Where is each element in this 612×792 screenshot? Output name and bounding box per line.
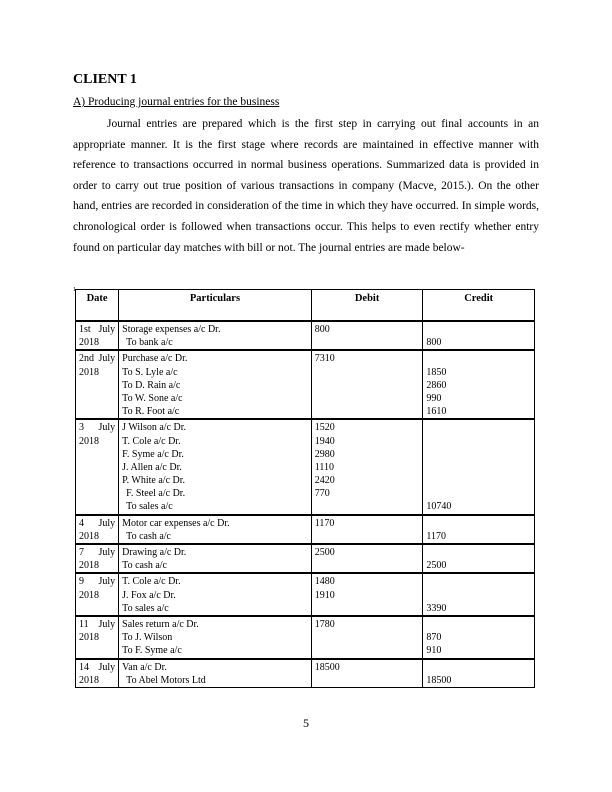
entry-debit-line <box>315 602 420 615</box>
entry-date-text: 4 July 2018 <box>79 517 116 542</box>
entry-particulars-line: To J. Wilson <box>122 632 173 644</box>
entry-date <box>76 515 119 544</box>
entry-debit-line <box>315 405 420 418</box>
entry-debit-line: 1940 <box>314 435 335 447</box>
entry-debit <box>311 321 423 350</box>
entry-particulars-line: To sales a/c <box>122 602 169 614</box>
journal-entry-row <box>76 350 535 419</box>
entry-debit-line <box>315 559 420 572</box>
entry-debit-line: 18500 <box>314 661 340 673</box>
entry-debit-line: 7310 <box>314 353 335 365</box>
journal-entry-row <box>76 616 535 659</box>
entry-credit-line: 800 <box>426 337 442 349</box>
entry-credit <box>423 616 535 659</box>
entry-debit <box>311 350 423 419</box>
entry-credit-line: 10740 <box>426 501 452 513</box>
entry-debit-line <box>315 644 420 657</box>
entry-credit <box>423 515 535 544</box>
entry-particulars-line: To W. Sone a/c <box>122 392 183 404</box>
header-date: Date <box>76 290 119 322</box>
entry-debit-line: 1170 <box>314 517 335 529</box>
entry-credit-line <box>426 352 531 365</box>
journal-entry-row <box>76 515 535 544</box>
entry-credit-line <box>426 461 531 474</box>
entry-debit-line <box>315 366 420 379</box>
entry-debit-line: 1910 <box>314 589 335 601</box>
entry-credit-line <box>426 517 531 530</box>
entry-debit-line: 2420 <box>314 475 335 487</box>
entry-particulars-line: To bank a/c <box>126 337 173 349</box>
entry-debit-line: 1520 <box>314 422 335 434</box>
entry-credit <box>423 350 535 419</box>
journal-entry-row <box>76 544 535 573</box>
entry-debit <box>311 515 423 544</box>
entry-credit-line: 1170 <box>426 530 447 542</box>
entry-particulars <box>119 321 312 350</box>
entry-credit-line <box>426 618 531 631</box>
entry-date <box>76 659 119 688</box>
entry-credit-line: 3390 <box>426 602 447 614</box>
section-heading: CLIENT 1 <box>73 72 137 87</box>
section-subheading: A) Producing journal entries for the business <box>73 96 280 108</box>
entry-credit-line: 1610 <box>426 406 447 418</box>
entry-debit-line: 1780 <box>314 618 335 630</box>
entry-credit-line: 870 <box>426 632 442 644</box>
entry-particulars-line: T. Cole a/c Dr. <box>122 576 181 588</box>
entry-date <box>76 544 119 573</box>
entry-credit <box>423 419 535 514</box>
entry-date <box>76 350 119 419</box>
entry-debit-line: 2500 <box>314 547 335 558</box>
entry-date-text: 1st July 2018 <box>79 324 116 349</box>
table-header-row <box>76 290 535 322</box>
entry-credit-line <box>426 323 531 336</box>
entry-particulars-line: To R. Foot a/c <box>122 406 180 418</box>
entry-debit-line: 1480 <box>314 576 335 588</box>
entry-credit-line <box>426 546 531 559</box>
entry-credit <box>423 321 535 350</box>
entry-debit-line: 770 <box>314 488 330 500</box>
journal-entry-row <box>76 573 535 616</box>
entry-date-text: 14 July 2018 <box>79 661 116 686</box>
entry-debit <box>311 616 423 659</box>
entry-particulars-line: Motor car expenses a/c Dr. <box>122 517 230 529</box>
journal-entry-row <box>76 419 535 514</box>
header-credit: Credit <box>423 290 535 322</box>
entry-credit-line: 18500 <box>426 674 452 686</box>
entry-debit <box>311 659 423 688</box>
entry-date-text: 7 July 2018 <box>79 547 116 572</box>
entry-credit <box>423 573 535 616</box>
entry-particulars-line: To Abel Motors Ltd <box>126 674 206 686</box>
entry-particulars-line: To sales a/c <box>126 501 173 513</box>
entry-particulars-line: F. Steel a/c Dr. <box>126 488 186 500</box>
entry-credit-line <box>426 589 531 602</box>
entry-particulars-line: F. Syme a/c Dr. <box>122 448 184 460</box>
journal-entry-row <box>76 321 535 350</box>
entry-debit-line: 800 <box>314 324 330 335</box>
entry-credit-line: 2860 <box>426 379 447 391</box>
entry-debit <box>311 544 423 573</box>
entry-credit-line <box>426 435 531 448</box>
entry-credit-line: 1850 <box>426 366 447 378</box>
entry-particulars-line: Van a/c Dr. <box>122 661 167 673</box>
entry-particulars <box>119 616 312 659</box>
entry-credit-line <box>426 487 531 500</box>
entry-particulars <box>119 544 312 573</box>
entry-particulars-line: To S. Lyle a/c <box>122 366 178 378</box>
entry-particulars <box>119 515 312 544</box>
entry-credit <box>423 659 535 688</box>
entry-particulars-line: T. Cole a/c Dr. <box>122 435 181 447</box>
entry-date-text: 3 July 2018 <box>79 422 116 447</box>
entry-credit-line <box>426 421 531 434</box>
entry-particulars-line: Drawing a/c Dr. <box>122 547 187 558</box>
entry-debit-line: 2980 <box>314 448 335 460</box>
entry-particulars <box>119 659 312 688</box>
entry-debit <box>311 573 423 616</box>
entry-credit-line <box>426 474 531 487</box>
entry-particulars-line: To D. Rain a/c <box>122 379 181 391</box>
header-debit: Debit <box>311 290 423 322</box>
entry-particulars-line: To cash a/c <box>126 530 171 542</box>
entry-debit-line <box>315 392 420 405</box>
entry-particulars-line: P. White a/c Dr. <box>122 475 186 487</box>
entry-credit-line <box>426 575 531 588</box>
entry-debit <box>311 419 423 514</box>
entry-particulars-line: To cash a/c <box>122 560 167 572</box>
entry-debit-line: 1110 <box>314 461 335 473</box>
journal-body <box>76 321 535 687</box>
entry-particulars <box>119 573 312 616</box>
intro-paragraph <box>73 114 539 258</box>
journal-entries-table <box>75 289 535 688</box>
entry-particulars-line: To F. Syme a/c <box>122 645 182 657</box>
entry-date <box>76 573 119 616</box>
entry-particulars-line: Sales return a/c Dr. <box>122 618 199 630</box>
entry-particulars-line: J. Allen a/c Dr. <box>122 461 182 473</box>
entry-date <box>76 321 119 350</box>
page-number: 5 <box>303 716 309 730</box>
table-marker: 1 <box>73 287 76 293</box>
entry-credit-line: 910 <box>426 645 442 657</box>
entry-debit-line <box>315 500 420 513</box>
entry-credit-line <box>426 448 531 461</box>
journal-entry-row <box>76 659 535 688</box>
entry-particulars-line: Purchase a/c Dr. <box>122 353 188 365</box>
entry-particulars-line: Storage expenses a/c Dr. <box>122 324 221 335</box>
entry-date <box>76 419 119 514</box>
entry-particulars <box>119 350 312 419</box>
entry-debit-line <box>315 530 420 543</box>
entry-date-text: 11 July 2018 <box>79 618 116 644</box>
entry-credit-line: 990 <box>426 392 442 404</box>
entry-particulars-line: J Wilson a/c Dr. <box>122 422 187 434</box>
entry-credit <box>423 544 535 573</box>
entry-date-text: 9 July 2018 <box>79 576 116 601</box>
entry-date <box>76 616 119 659</box>
entry-debit-line <box>315 379 420 392</box>
entry-debit-line <box>315 336 420 349</box>
entry-credit-line <box>426 661 531 674</box>
entry-debit-line <box>315 631 420 644</box>
entry-particulars <box>119 419 312 514</box>
entry-credit-line: 2500 <box>426 560 447 572</box>
entry-particulars-line: J. Fox a/c Dr. <box>122 589 176 601</box>
intro-paragraph-text: Journal entries are prepared which is the first step in carrying out final accounts in an appropriate manner. It is the first stage where records are maintained in effective manner with reference to transactions occurred in normal business operations. Summarized data is provided in order to carry out true position of various transactions in company (Macve, 2015.). On the other hand, entries are recorded in consideration of the time in which they have occurred. In simple words, chronological order is followed when transactions occur. This helps to even rectify whether entry found on particular day matches with bill or not. The journal entries are made below- <box>73 118 539 254</box>
header-particulars: Particulars <box>119 290 312 322</box>
entry-date-text: 2nd July 2018 <box>79 353 116 378</box>
entry-debit-line <box>315 674 420 687</box>
